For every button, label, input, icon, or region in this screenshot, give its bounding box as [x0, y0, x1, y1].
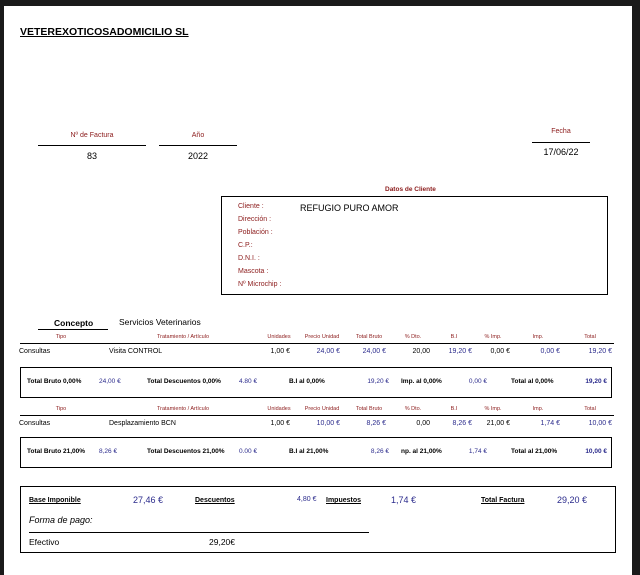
group-summary-box: [20, 367, 612, 398]
summary-gross-label: Total Bruto 0,00%: [27, 378, 82, 385]
client-label-postcode: C.P.:: [238, 242, 253, 249]
invoice-totals-box: [20, 486, 616, 553]
summary-gross-value: 8,26 €: [99, 448, 118, 455]
client-label-pet: Mascota :: [238, 268, 269, 275]
row-gross: 8,26 €: [366, 420, 386, 427]
summary-tax-label: np. al 21,00%: [401, 448, 442, 455]
summary-total-label: Total al 21,00%: [511, 448, 558, 455]
client-section-title: Datos de Cliente: [385, 186, 436, 193]
summary-total-value: 10,00 €: [585, 448, 607, 455]
summary-bi-value: 19,20 €: [367, 378, 389, 385]
row-discount: 20,00: [412, 348, 430, 355]
base-label: Base Imponible: [29, 497, 81, 504]
taxes-value: 1,74 €: [391, 495, 417, 505]
col-header-bi: B.I: [450, 406, 458, 412]
summary-bi-value: 8,26 €: [370, 448, 389, 455]
summary-total-label: Total al 0,00%: [511, 378, 554, 385]
group-summary-box: [20, 437, 612, 468]
invoice-number-label: Nº de Factura: [70, 132, 114, 139]
summary-bi-label: B.I al 21,00%: [289, 448, 329, 455]
invoice-page: [4, 6, 632, 575]
row-treatment: Visita CONTROL: [109, 348, 163, 355]
col-header-tax: Imp.: [532, 334, 544, 340]
summary-discount-label: Total Descuentos 21,00%: [147, 448, 225, 455]
col-header-discount: % Dto.: [404, 406, 422, 412]
row-total: 10,00 €: [588, 420, 612, 427]
col-header-gross: Total Bruto: [355, 334, 383, 340]
client-label-name: Cliente :: [238, 203, 264, 210]
col-header-treatment: Tratamiento / Artículo: [156, 406, 210, 412]
payment-label: Forma de pago:: [29, 515, 93, 525]
invoice-number-line: [38, 145, 146, 146]
col-header-rule: [20, 343, 614, 344]
summary-total-value: 19,20 €: [585, 378, 607, 385]
summary-tax-value: 1,74 €: [468, 448, 487, 455]
client-name-value: REFUGIO PURO AMOR: [300, 203, 399, 213]
company-name: VETEREXOTICOSADOMICILIO SL: [20, 26, 189, 38]
row-gross: 24,00 €: [362, 348, 386, 355]
discounts-value: 4,80 €: [297, 496, 317, 503]
client-box: [221, 196, 608, 295]
col-header-total: Total: [584, 406, 596, 412]
summary-gross-value: 24,00 €: [99, 378, 121, 385]
client-label-microchip: Nº Microchip :: [238, 281, 282, 288]
base-value: 27,46 €: [133, 495, 164, 505]
row-bi: 8,26 €: [452, 420, 472, 427]
invoice-total-value: 29,20 €: [557, 495, 588, 505]
summary-discount-value: 4.80 €: [239, 378, 258, 385]
col-header-units: Unidades: [267, 334, 291, 340]
col-header-rule: [20, 415, 614, 416]
row-tax: 1,74 €: [540, 420, 560, 427]
client-label-address: Dirección :: [238, 216, 272, 223]
concept-value: Servicios Veterinarios: [119, 317, 201, 327]
payment-amount: 29,20€: [209, 537, 235, 547]
row-tax-pct: 0,00 €: [490, 348, 510, 355]
col-header-gross: Total Bruto: [355, 406, 383, 412]
client-label-town: Población :: [238, 229, 273, 236]
col-header-treatment: Tratamiento / Artículo: [156, 334, 210, 340]
row-units: 1,00 €: [270, 348, 290, 355]
row-treatment: Desplazamiento BCN: [109, 420, 176, 427]
col-header-tax-pct: % Imp.: [484, 406, 502, 412]
col-header-discount: % Dto.: [404, 334, 422, 340]
row-bi: 19,20 €: [448, 348, 472, 355]
row-total: 19,20 €: [588, 348, 612, 355]
discounts-label: Descuentos: [195, 497, 235, 504]
row-type: Consultas: [19, 420, 51, 427]
col-header-tax-pct: % Imp.: [484, 334, 502, 340]
row-units: 1,00 €: [270, 420, 290, 427]
payment-divider: [29, 532, 369, 533]
year-label: Año: [191, 132, 205, 139]
row-unit-price: 10,00 €: [316, 420, 340, 427]
summary-tax-label: Imp. al 0,00%: [401, 378, 442, 385]
row-type: Consultas: [19, 348, 51, 355]
col-header-unit-price: Precio Unidad: [304, 406, 340, 412]
col-header-unit-price: Precio Unidad: [304, 334, 340, 340]
row-tax-pct: 21,00 €: [486, 420, 510, 427]
summary-tax-value: 0,00 €: [468, 378, 487, 385]
invoice-total-label: Total Factura: [481, 497, 525, 504]
row-tax: 0,00 €: [540, 348, 560, 355]
taxes-label: Impuestos: [326, 497, 362, 504]
summary-discount-value: 0.00 €: [239, 448, 258, 455]
col-header-total: Total: [584, 334, 596, 340]
summary-discount-label: Total Descuentos 0,00%: [147, 378, 221, 385]
summary-gross-label: Total Bruto 21,00%: [27, 448, 86, 455]
col-header-type: Tipo: [55, 406, 67, 412]
concept-underline: [38, 329, 108, 330]
date-value: 17/06/22: [543, 147, 579, 157]
summary-bi-label: B.I al 0,00%: [289, 378, 325, 385]
client-label-dni: D.N.I. :: [238, 255, 260, 262]
year-value: 2022: [187, 151, 209, 161]
row-unit-price: 24,00 €: [316, 348, 340, 355]
col-header-units: Unidades: [267, 406, 291, 412]
col-header-bi: B.I: [450, 334, 458, 340]
col-header-tax: Imp.: [532, 406, 544, 412]
payment-method: Efectivo: [29, 537, 60, 547]
year-line: [159, 145, 237, 146]
date-line: [532, 142, 590, 143]
row-discount: 0,00: [416, 420, 430, 427]
date-label: Fecha: [551, 128, 571, 135]
col-header-type: Tipo: [55, 334, 67, 340]
invoice-number-value: 83: [86, 151, 97, 161]
concept-label: Concepto: [54, 318, 94, 328]
